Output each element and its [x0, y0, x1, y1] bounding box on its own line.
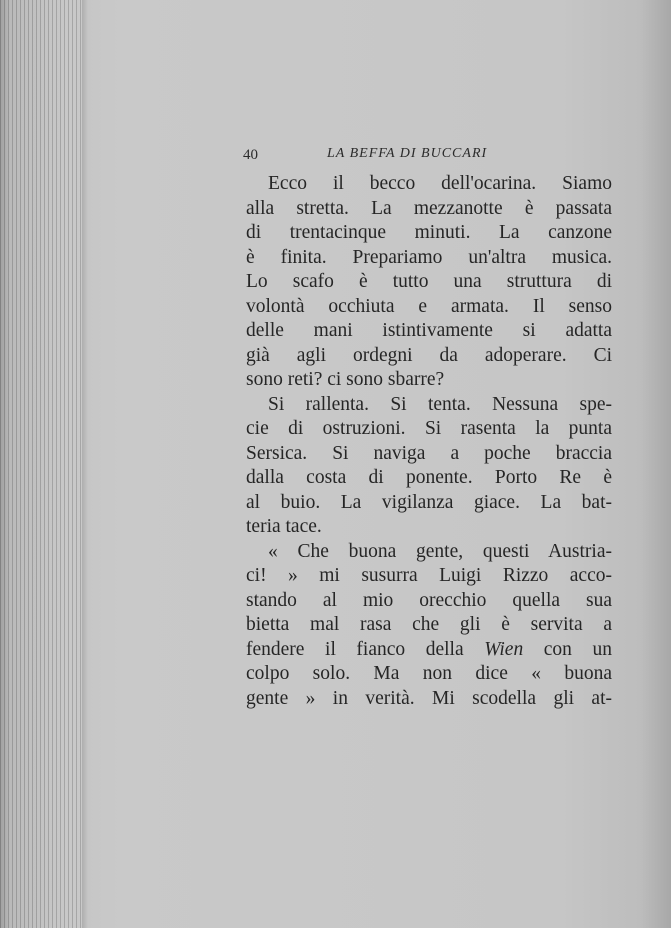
text-line: cie di ostruzioni. Si rasenta la punta	[246, 418, 612, 439]
page-number: 40	[243, 147, 258, 163]
text-line: Si rallenta. Si tenta. Nessuna spe-	[268, 393, 612, 415]
text-line: « Che buona gente, questi Austria-	[268, 540, 612, 562]
text-line: Ecco il becco dell'ocarina. Siamo	[268, 173, 612, 194]
page-stack-edges	[0, 0, 82, 928]
text-line: delle mani istintivamente si adatta	[246, 320, 612, 341]
body-text	[246, 172, 612, 711]
text-line: gente » in verità. Mi scodella gli at-	[246, 687, 612, 709]
text-fragment: fendere il fianco della	[246, 638, 485, 660]
text-line: teria tace.	[246, 516, 322, 537]
text-line: di trentacinque minuti. La canzone	[246, 222, 612, 243]
text-line: alla stretta. La mezzanotte è passata	[246, 197, 612, 219]
text-line: Lo scafo è tutto una struttura di	[246, 271, 612, 292]
text-line: Sersica. Si naviga a poche braccia	[246, 442, 612, 464]
text-line: ci! » mi susurra Luigi Rizzo acco-	[246, 565, 612, 586]
text-line: già agli ordegni da adoperare. Ci	[246, 344, 612, 366]
text-line: stando al mio orecchio quella sua	[246, 589, 612, 611]
text-fragment: con un	[523, 638, 613, 660]
text-line: al buio. La vigilanza giace. La bat-	[246, 491, 612, 513]
page-header	[243, 143, 623, 167]
ship-name: Wien	[484, 638, 524, 660]
text-line	[246, 638, 612, 663]
text-line: bietta mal rasa che gli è servita a	[246, 614, 612, 635]
text-line: volontà occhiuta e armata. Il senso	[246, 295, 612, 317]
text-line: sono reti? ci sono sbarre?	[246, 369, 445, 390]
text-line: colpo solo. Ma non dice « buona	[246, 663, 612, 684]
running-title: LA BEFFA DI BUCCARI	[327, 146, 488, 161]
text-line: dalla costa di ponente. Porto Re è	[246, 467, 612, 488]
text-line: è finita. Prepariamo un'altra musica.	[246, 246, 612, 268]
